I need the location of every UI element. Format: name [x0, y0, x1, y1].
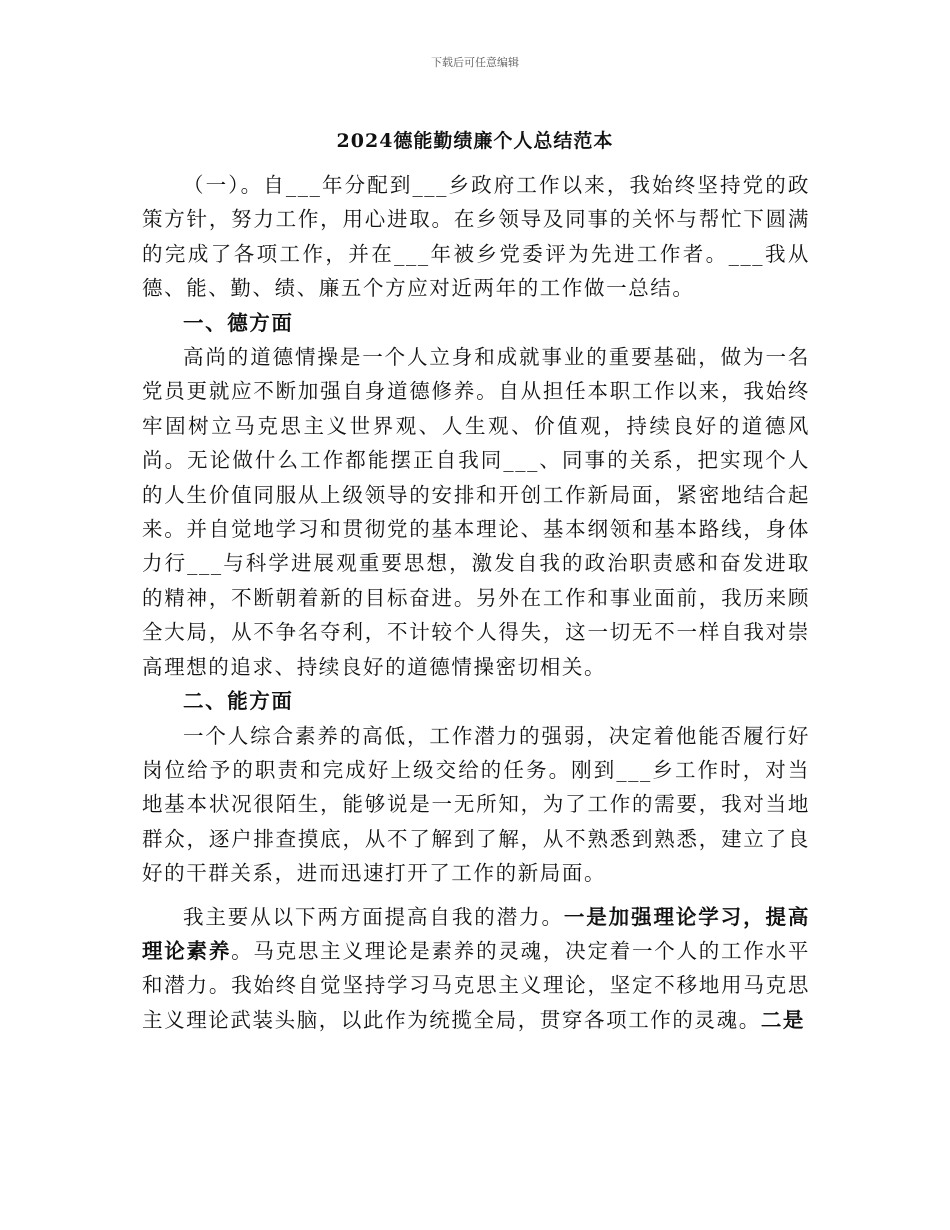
document-body: [142, 168, 810, 1037]
bold-point-one: 一是加强理论学习，提高理论素养: [142, 904, 810, 963]
header-note: 下载后可任意编辑: [431, 56, 519, 69]
para-lead-text: 我主要从以下两方面提高自我的潜力。: [183, 904, 564, 929]
intro-paragraph: （一）。自___年分配到___乡政府工作以来，我始终坚持党的政策方针，努力工作，用心进取。在乡领导及同事的关怀与帮忙下圆满的完成了各项工作，并在___年被乡党委评为先进工作者。___我从德、能、勤、绩、廉五个方应对近两年的工作做一总结。: [142, 173, 810, 301]
para-mid-text: 。马克思主义理论是素养的灵魂，决定着一个人的工作水平和潜力。我始终自觉坚持学习马克思主义理论，坚定不移地用马克思主义理论武装头脑，以此作为统揽全局，贯穿各项工作的灵魂。: [142, 938, 810, 1032]
section-body-neng: 一个人综合素养的高低，工作潜力的强弱，决定着他能否履行好岗位给予的职责和完成好上级交给的任务。刚到___乡工作时，对当地基本状况很陌生，能够说是一无所知，为了工作的需要，我对当地群众，逐户排查摸底，从不了解到了解，从不熟悉到熟悉，建立了良好的干群关系，进而迅速打开了工作的新局面。: [142, 723, 810, 886]
document-title: 2024德能勤绩廉个人总结范本: [336, 130, 614, 152]
section-heading-de: 一、德方面: [183, 310, 294, 335]
section-heading-neng: 二、能方面: [183, 689, 294, 714]
bold-point-two: 二是: [760, 1007, 806, 1032]
section-body-neng-2: [142, 900, 810, 1038]
section-body-de: 高尚的道德情操是一个人立身和成就事业的重要基础，做为一名党员更就应不断加强自身道德修养。自从担任本职工作以来，我始终牢固树立马克思主义世界观、人生观、价值观，持续良好的道德风尚。无论做什么工作都能摆正自我同___、同事的关系，把实现个人的人生价值同服从上级领导的安排和开创工作新局面，紧密地结合起来。并自觉地学习和贯彻党的基本理论、基本纲领和基本路线，身体力行___与科学进展观重要思想，激发自我的政治职责感和奋发进取的精神，不断朝着新的目标奋进。另外在工作和事业面前，我历来顾全大局，从不争名夺利，不计较个人得失，这一切无不一样自我对崇高理想的追求、持续良好的道德情操密切相关。: [142, 345, 810, 679]
